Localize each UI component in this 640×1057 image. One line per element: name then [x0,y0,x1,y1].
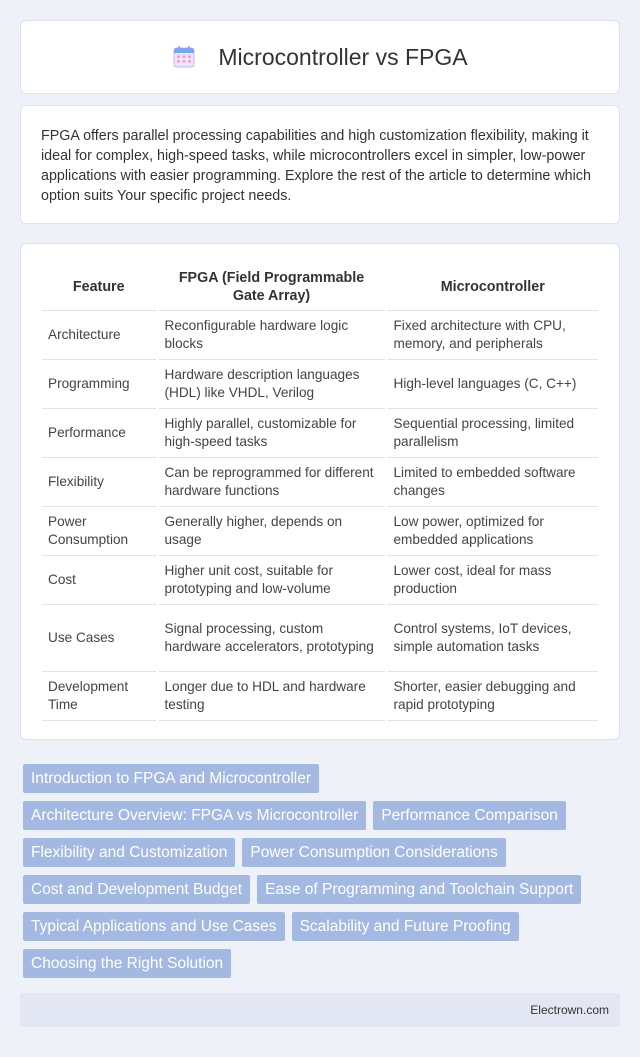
table-cell-microcontroller: Low power, optimized for embedded applications [386,506,598,555]
table-cell-fpga: Reconfigurable hardware logic blocks [157,310,386,359]
table-cell-microcontroller: Lower cost, ideal for mass production [386,555,598,604]
table-cell-microcontroller: Fixed architecture with CPU, memory, and peripherals [386,310,598,359]
table-cell-microcontroller: Control systems, IoT devices, simple automation tasks [386,604,598,671]
topic-tag[interactable]: Cost and Development Budget [23,875,250,904]
topic-tag[interactable]: Ease of Programming and Toolchain Support [257,875,581,904]
table-cell-fpga: Longer due to HDL and hardware testing [157,671,386,720]
table-row [42,457,598,506]
table-cell-feature: Use Cases [42,604,157,671]
table-cell-fpga: Highly parallel, customizable for high-speed tasks [157,408,386,457]
table-cell-feature: Programming [42,359,157,408]
table-cell-feature: Architecture [42,310,157,359]
table-cell-fpga: Hardware description languages (HDL) like VHDL, Verilog [157,359,386,408]
page-title: Microcontroller vs FPGA [218,43,468,70]
table-row [42,555,598,604]
topic-tag[interactable]: Architecture Overview: FPGA vs Microcontroller [23,801,366,830]
table-row [42,506,598,555]
table-cell-fpga: Generally higher, depends on usage [157,506,386,555]
footer [20,993,620,1027]
table-cell-feature: Development Time [42,671,157,720]
topic-tag[interactable]: Flexibility and Customization [23,838,235,867]
table-header-row [42,264,598,310]
intro-card [20,105,620,224]
column-header: Microcontroller [386,264,598,310]
topic-tags [23,764,623,986]
intro-paragraph: FPGA offers parallel processing capabilities and high customization flexibility, making it ideal for complex, high-speed tasks, while microcontrollers excel in simpler, low-power applications with easier programming. Explore the rest of the article to determine which option suits Your specific project needs. [41,128,591,204]
topic-tag[interactable]: Power Consumption Considerations [242,838,505,867]
header-card [20,20,620,94]
table-cell-microcontroller: Limited to embedded software changes [386,457,598,506]
footer-site-name: Electrown.com [530,1003,609,1017]
table-cell-fpga: Higher unit cost, suitable for prototyping and low-volume [157,555,386,604]
table-cell-microcontroller: Sequential processing, limited parallelism [386,408,598,457]
column-header: FPGA (Field Programmable Gate Array) [157,264,386,310]
table-cell-microcontroller: High-level languages (C, C++) [386,359,598,408]
topic-tag[interactable]: Choosing the Right Solution [23,949,231,978]
topic-tag[interactable]: Typical Applications and Use Cases [23,912,285,941]
table-cell-fpga: Signal processing, custom hardware accelerators, prototyping [157,604,386,671]
topic-tag[interactable]: Introduction to FPGA and Microcontroller [23,764,319,793]
comparison-table [42,264,598,721]
table-row [42,671,598,720]
topic-tag[interactable]: Performance Comparison [373,801,566,830]
table-cell-fpga: Can be reprogrammed for different hardware functions [157,457,386,506]
table-cell-feature: Flexibility [42,457,157,506]
calendar-icon [172,45,196,69]
table-cell-feature: Cost [42,555,157,604]
topic-tag[interactable]: Scalability and Future Proofing [292,912,519,941]
table-row [42,604,598,671]
table-row [42,408,598,457]
comparison-table-card [20,243,620,740]
column-header: Feature [42,264,157,310]
table-cell-microcontroller: Shorter, easier debugging and rapid prototyping [386,671,598,720]
table-row [42,359,598,408]
table-row [42,310,598,359]
table-cell-feature: Power Consumption [42,506,157,555]
table-cell-feature: Performance [42,408,157,457]
